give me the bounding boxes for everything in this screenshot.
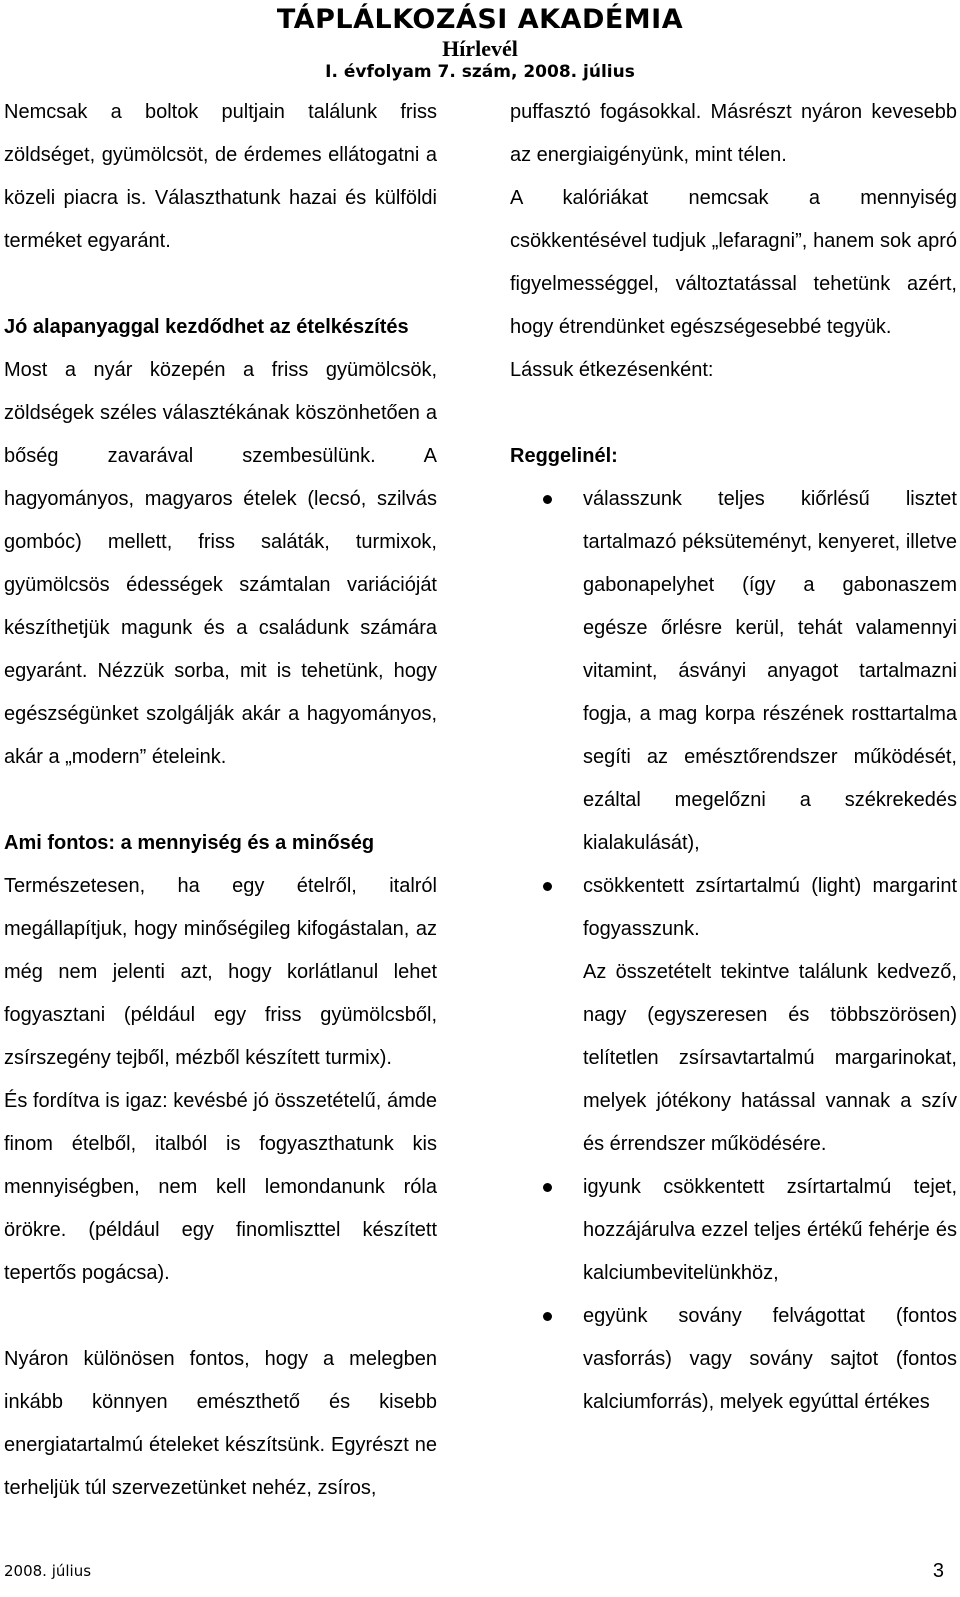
list-item-text: együnk sovány felvágottat (fontos vasforrás) vagy sovány sajtot (fontos kalciumforrás), melyek egyúttal értékes: [583, 1305, 957, 1413]
paragraph: Nemcsak a boltok pultjain találunk friss zöldséget, gyümölcsöt, de érdemes ellátogatni a közeli piacra is. Választhatunk hazai és külföldi terméket egyaránt.: [4, 101, 437, 252]
bullet-icon: [543, 1312, 552, 1321]
list-item-text: válasszunk teljes kiőrlésű lisztet tartalmazó péksüteményt, kenyeret, illetve gabonapelyhet (így a gabonaszem egésze őrlésre kerül, tehát valamennyi vitamint, ásványi anyagot tartalmazni fogja, a mag korpa részének rosttartalma segíti az emésztőrendszer működését, ezáltal megelőzni a székrekedés kialakulását),: [583, 488, 957, 854]
section-heading: Ami fontos: a mennyiség és a minőség: [4, 832, 375, 854]
list-item-text: igyunk csökkentett zsírtartalmú tejet, hozzájárulva ezzel teljes értékű fehérje és kalciumbevitelünkhöz,: [583, 1176, 957, 1284]
paragraph: És fordítva is igaz: kevésbé jó összetételű, ámde finom ételből, italból is fogyaszthatunk kis mennyiségben, nem kell lemondanunk róla örökre. (például egy finomliszttel készített tepertős pogácsa).: [4, 1090, 437, 1284]
paragraph: Természetesen, ha egy ételről, italról megállapítjuk, hogy minőségileg kifogástalan, az még nem jelenti azt, hogy korlátlanul lehet fogyasztani (például egy friss gyümölcsből, zsírszegény tejből, mézből készített turmix).: [4, 875, 437, 1069]
spacer: [510, 392, 957, 435]
list-item: [510, 1295, 957, 1424]
list-item: [510, 478, 957, 865]
newsletter-title: TÁPLÁLKOZÁSI AKADÉMIA: [276, 4, 684, 35]
page-number: 3: [932, 1560, 944, 1582]
indented-paragraph: Az összetételt tekintve találunk kedvező, nagy (egyszeresen és többszörösen) telítetlen zsírsavtartalmú margarinokat, melyek jótékony hatással vannak a szív és érrendszer működésére.: [583, 961, 957, 1155]
right-column: [510, 91, 957, 1424]
spacer: [4, 1295, 437, 1338]
paragraph: Most a nyár közepén a friss gyümölcsök, zöldségek széles választékának köszönhetően a bőség zavarával szembesülünk. A hagyományos, magyaros ételek (lecsó, szilvás gombóc) mellett, friss saláták, turmixok, gyümölcsös édességek számtalan variációját készíthetjük magunk és a családunk számára egyaránt. Nézzük sorba, mit is tehetünk, hogy egészségünket szolgálják akár a hagyományos, akár a „modern” ételeink.: [4, 359, 437, 768]
issue-info: I. évfolyam 7. szám, 2008. július: [325, 62, 635, 82]
bullet-list: [510, 478, 957, 951]
bullet-icon: [543, 495, 552, 504]
list-item: [510, 1166, 957, 1295]
bullet-icon: [543, 882, 552, 891]
bullet-icon: [543, 1183, 552, 1192]
paragraph: A kalóriákat nemcsak a mennyiség csökkentésével tudjuk „lefaragni”, hanem sok apró figyelmességgel, változtatással tehetünk azért, hogy étrendünket egészségesebbé tegyük.: [510, 187, 957, 338]
section-heading: Reggelinél:: [510, 445, 618, 467]
paragraph: Nyáron különösen fontos, hogy a melegben inkább könnyen emészthető és kisebb energiatartalmú ételeket készítsünk. Egyrészt ne terheljük túl szervezetünket nehéz, zsíros,: [4, 1348, 437, 1499]
bullet-list: [510, 1166, 957, 1424]
footer-date: 2008. július: [4, 1562, 92, 1580]
list-item: [510, 865, 957, 951]
newsletter-subtitle: Hírlevél: [442, 36, 518, 61]
paragraph: puffasztó fogásokkal. Másrészt nyáron kevesebb az energiaigényünk, mint télen.: [510, 101, 957, 166]
list-item-text: csökkentett zsírtartalmú (light) margarint fogyasszunk.: [583, 875, 957, 940]
paragraph: Lássuk étkezésenként:: [510, 359, 714, 381]
spacer: [4, 779, 437, 822]
section-heading: Jó alapanyaggal kezdődhet az ételkészítés: [4, 316, 409, 338]
left-column: [4, 91, 437, 1510]
newsletter-header: [0, 2, 960, 83]
spacer: [4, 263, 437, 306]
